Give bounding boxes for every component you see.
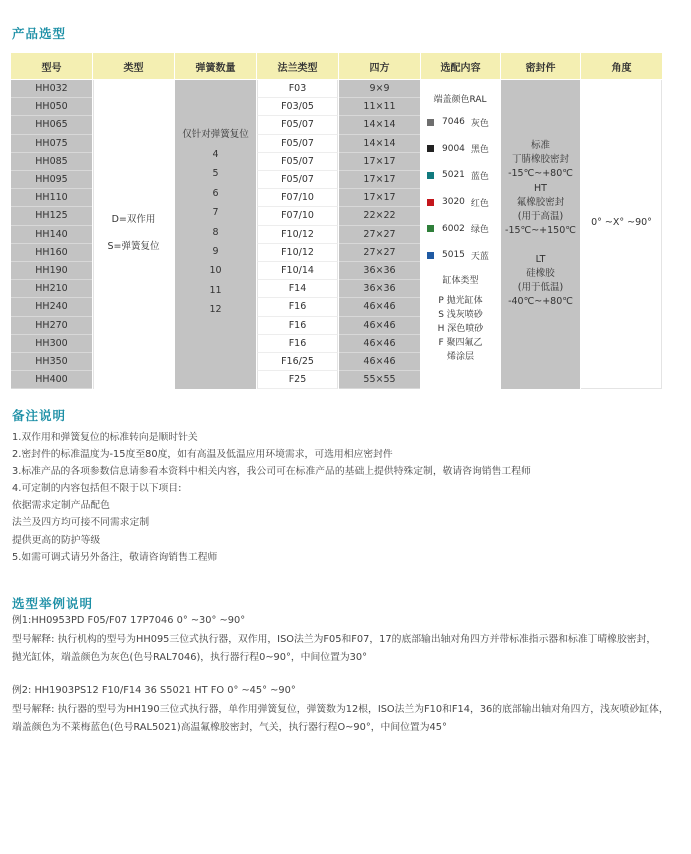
spring-count: 7 — [212, 207, 219, 219]
springs-note: 仅针对弹簧复位 — [182, 129, 249, 140]
color-code: 5015 — [442, 250, 465, 261]
example-line: 例2: HH1903PS12 F10/F14 36 S5021 HT FO 0° ~45° ~90° — [12, 685, 296, 696]
selection-table — [11, 53, 662, 389]
type-spring-return: S=弹簧复位 — [107, 241, 160, 252]
flange-cell: F10/12 — [257, 226, 338, 244]
seal-line: 丁腈橡胶密封 — [511, 154, 569, 166]
spring-count: 8 — [212, 226, 219, 238]
seal-line: 硅橡胶 — [526, 267, 555, 279]
body-coatings — [421, 274, 500, 364]
coating-option: S 浅灰喷砂 — [438, 310, 483, 320]
flange-cell: F05/07 — [257, 116, 338, 134]
color-code: 7046 — [442, 117, 465, 128]
square-cell: 14×14 — [339, 135, 420, 153]
seal-line: -15℃~+150℃ — [505, 225, 576, 237]
square-cell: 17×17 — [339, 153, 420, 171]
example-line: 例1:HH0953PD F05/F07 17P7046 0° ~30° ~90° — [12, 615, 246, 626]
spring-count: 10 — [209, 265, 222, 277]
spring-count: 6 — [212, 187, 219, 199]
flange-cell: F16/25 — [257, 353, 338, 371]
flange-cell: F14 — [257, 280, 338, 298]
seal-line: LT — [535, 253, 546, 265]
flange-cell: F05/07 — [257, 171, 338, 189]
spring-count: 11 — [209, 284, 222, 296]
model-cell: HH050 — [11, 98, 92, 116]
example-1 — [12, 612, 656, 668]
example-line: 型号解释: 执行器的型号为HH190三位式执行器，单作用弹簧复位，弹簧数为12根，ISO法兰为F10和F14，36的底部输出轴对角四方，浅灰喷砂缸体， — [12, 703, 669, 715]
coating-option: F 聚四氟乙 — [438, 338, 483, 348]
color-swatch — [427, 172, 434, 179]
color-option — [427, 242, 499, 269]
note-item: 依据需求定制产品配色 — [12, 500, 110, 512]
coating-list — [421, 294, 500, 364]
square-cell: 36×36 — [339, 280, 420, 298]
example-line: 型号解释: 执行机构的型号为HH095三位式执行器，双作用，ISO法兰为F05和F07，17的底部输出轴对角四方并带标准指示器和标准丁晴橡胶密封， — [12, 633, 657, 645]
color-option — [427, 189, 499, 216]
springs-info — [175, 125, 256, 320]
seal-line: (用于低温) — [517, 282, 564, 294]
model-cell: HH085 — [11, 153, 92, 171]
note-item: 提供更高的防护等级 — [12, 534, 101, 546]
seal-info — [501, 139, 580, 309]
model-cell: HH350 — [11, 353, 92, 371]
end-cap-colors — [427, 91, 499, 269]
square-cell: 55×55 — [339, 371, 420, 389]
color-code: 3020 — [442, 197, 465, 208]
coating-option: H 深色喷砂 — [437, 324, 484, 334]
square-cell: 11×11 — [339, 98, 420, 116]
color-option — [427, 215, 499, 242]
header-flange: 法兰类型 — [257, 53, 338, 79]
square-cell: 17×17 — [339, 189, 420, 207]
seal-line: -40℃~+80℃ — [508, 296, 573, 308]
flange-cell: F16 — [257, 317, 338, 335]
model-cell: HH210 — [11, 280, 92, 298]
product-selection-title: 产品选型 — [12, 26, 67, 41]
note-item: 4.可定制的内容包括但不限于以下项目: — [12, 483, 182, 495]
flange-cell: F03 — [257, 80, 338, 98]
type-info — [93, 206, 174, 260]
color-list — [427, 109, 499, 269]
square-cell: 46×46 — [339, 317, 420, 335]
model-cell: HH125 — [11, 207, 92, 225]
flange-cell: F07/10 — [257, 207, 338, 225]
spring-count: 5 — [212, 168, 219, 180]
flange-cell: F16 — [257, 298, 338, 316]
color-swatch — [427, 199, 434, 206]
flange-cell: F07/10 — [257, 189, 338, 207]
model-cell: HH300 — [11, 335, 92, 353]
color-option — [427, 136, 499, 163]
color-swatch — [427, 145, 434, 152]
angle-column — [581, 80, 662, 389]
note-item: 3.标准产品的各项参数信息请参看本资料中相关内容，我公司可在标准产品的基础上提供特殊定制，敬请咨询销售工程师 — [12, 466, 531, 478]
color-name: 绿色 — [470, 225, 489, 236]
square-cell: 46×46 — [339, 335, 420, 353]
color-name: 天蓝 — [470, 251, 489, 262]
color-swatch — [427, 252, 434, 259]
note-item: 法兰及四方均可接不同需求定制 — [12, 517, 150, 529]
square-cell: 46×46 — [339, 353, 420, 371]
flange-cell: F25 — [257, 371, 338, 389]
flange-cell: F05/07 — [257, 135, 338, 153]
model-cell: HH032 — [11, 80, 92, 98]
model-cell: HH065 — [11, 116, 92, 134]
model-cell: HH075 — [11, 135, 92, 153]
model-cell: HH240 — [11, 298, 92, 316]
flange-cell: F10/12 — [257, 244, 338, 262]
model-cell: HH190 — [11, 262, 92, 280]
square-cell: 27×27 — [339, 244, 420, 262]
model-cell: HH400 — [11, 371, 92, 389]
color-code: 9004 — [442, 143, 465, 154]
model-cell: HH270 — [11, 317, 92, 335]
color-name: 红色 — [470, 198, 489, 209]
square-cell: 17×17 — [339, 171, 420, 189]
square-cell: 9×9 — [339, 80, 420, 98]
coating-option: P 抛光缸体 — [438, 296, 483, 306]
model-cell: HH160 — [11, 244, 92, 262]
color-option — [427, 162, 499, 189]
spring-count: 9 — [212, 245, 219, 257]
model-cell: HH140 — [11, 226, 92, 244]
flange-cell: F03/05 — [257, 98, 338, 116]
flange-cell: F10/14 — [257, 262, 338, 280]
color-name: 灰色 — [470, 118, 489, 129]
examples-title: 选型举例说明 — [12, 596, 94, 611]
coating-title: 缸体类型 — [442, 276, 479, 286]
color-name: 蓝色 — [470, 171, 489, 182]
example-line: 端盖颜色为不莱梅蓝色(色号RAL5021)高温氟橡胶密封，气关，执行器行程O~90°，中间位置为45° — [12, 722, 447, 734]
square-cell: 46×46 — [339, 298, 420, 316]
header-seal: 密封件 — [501, 53, 580, 79]
seal-line: (用于高温) — [517, 211, 564, 223]
coating-option: 烯涂层 — [446, 352, 474, 362]
square-cell: 14×14 — [339, 116, 420, 134]
seal-line: HT — [534, 182, 547, 194]
header-type: 类型 — [93, 53, 174, 79]
note-item: 1.双作用和弹簧复位的标准转向是顺时针关 — [12, 432, 198, 443]
angle-range: 0° ~X° ~90° — [591, 217, 652, 228]
color-code: 5021 — [442, 170, 465, 181]
spring-count: 12 — [209, 304, 222, 316]
color-title: 端盖颜色RAL — [433, 95, 487, 105]
square-cell: 22×22 — [339, 207, 420, 225]
square-cell: 27×27 — [339, 226, 420, 244]
note-item: 2.密封件的标准温度为-15度至80度，如有高温及低温应用环境需求，可选用相应密封件 — [12, 449, 393, 461]
example-2 — [12, 682, 669, 738]
spring-count: 4 — [212, 149, 219, 160]
seal-line: 标准 — [530, 140, 550, 151]
header-model: 型号 — [11, 53, 92, 79]
type-double-acting: D=双作用 — [111, 214, 156, 225]
header-angle: 角度 — [581, 53, 662, 79]
model-cell: HH110 — [11, 189, 92, 207]
note-item: 5.如需可调式请另外备注，敬请咨询销售工程师 — [12, 551, 218, 563]
seal-line: 氟橡胶密封 — [516, 196, 565, 208]
flange-cell: F16 — [257, 335, 338, 353]
seal-line: -15℃~+80℃ — [508, 168, 573, 180]
flange-cell: F05/07 — [257, 153, 338, 171]
header-springs: 弹簧数量 — [175, 53, 256, 79]
spring-count-list — [175, 145, 256, 320]
color-option — [427, 109, 499, 136]
color-code: 6002 — [442, 223, 465, 234]
header-options: 选配内容 — [421, 53, 500, 79]
color-name: 黑色 — [470, 145, 489, 156]
square-cell: 36×36 — [339, 262, 420, 280]
notes-title: 备注说明 — [12, 408, 67, 423]
color-swatch — [427, 225, 434, 232]
notes-list — [12, 429, 531, 566]
color-swatch — [427, 119, 434, 126]
seal-line — [501, 238, 580, 252]
model-cell: HH095 — [11, 171, 92, 189]
header-square: 四方 — [339, 53, 420, 79]
example-line: 抛光缸体，端盖颜色为灰色(色号RAL7046)，执行器行程0~90°，中间位置为30° — [12, 652, 368, 664]
